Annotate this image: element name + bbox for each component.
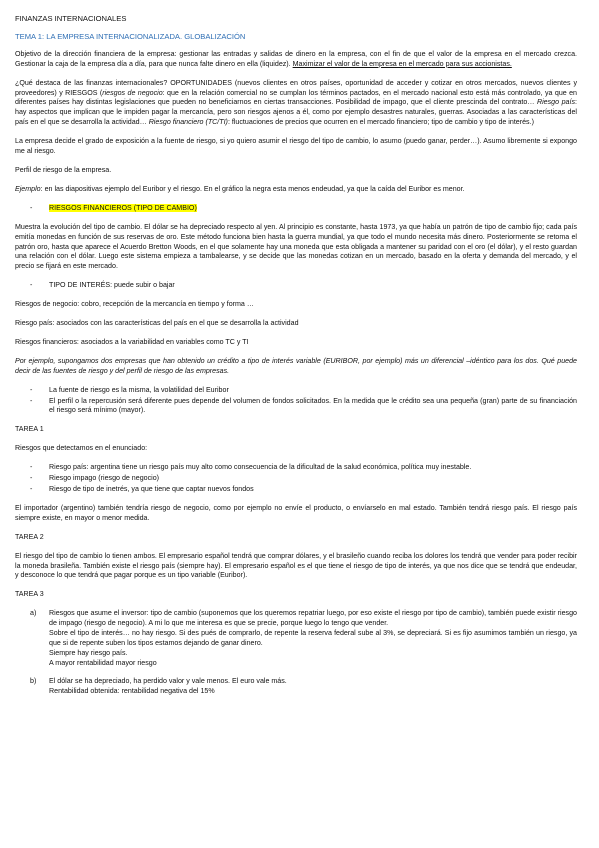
bullet-list <box>15 204 577 214</box>
paragraph-exposure: La empresa decide el grado de exposición a la fuente de riesgo, si yo quiero asumir el riesgo del tipo de cambio, lo asumo (puedo ganar, perder…). Asumo libremente si expongo me al riesgo. <box>15 137 577 156</box>
task-heading: TAREA 2 <box>15 532 44 541</box>
list-item-text: Riesgo de tipo de inetrés, ya que tiene que captar nuevos fondos <box>49 485 254 493</box>
list-item <box>15 397 577 417</box>
paragraph-task1-importer: El importador (argentino) también tendría riesgo de negocio, como por ejemplo no envíe el producto, o envíarselo en mal estado. También tendrá riesgo país. El riesgo país siempre existe, en mayor o menor medida. <box>15 503 577 522</box>
bullet-list <box>15 281 577 291</box>
list-item <box>15 386 577 396</box>
document-page <box>15 14 577 705</box>
bullet-dash: - <box>30 463 33 472</box>
bullet-dash: - <box>30 385 33 394</box>
document-title: FINANZAS INTERNACIONALES <box>15 14 127 23</box>
paragraph-task2: El riesgo del tipo de cambio lo tienen ambos. El empresario español tendrá que comprar dólares, y el brasileño cuando reciba los dolores los tendrá que vender para poder recibir la moneda brasileña. También existe el riesgo país (siempre hay). El empresario español es el que tiene el riesgo de tipo de interés, ya que nos dice que se tendrá que endeudar, y desconoce lo que tendrá que pagar porque es un tipo variable (Euribor). <box>15 551 577 580</box>
paragraph-task1-intro: Riesgos que detectamos en el enunciado: <box>15 444 148 453</box>
task-heading: TAREA 1 <box>15 425 44 434</box>
bullet-dash: - <box>30 281 33 290</box>
list-item-text: Riesgo país: argentina tiene un riesgo país muy alto como consecuencia de la dificultad de la salud económica, política muy inestable. <box>49 463 472 472</box>
highlighted-heading: RIESGOS FINANCIEROS (TIPO DE CAMBIO) <box>49 203 197 212</box>
list-item-text: Sobre el tipo de interés… no hay riesgo. Si des pués de comprarlo, de repente la reserva federal sube al 3%, se depreciará. Si es fijo asumimos también un riesgo, ya que si de repente suben los tipos estamos dejando de ganar dinero. <box>49 629 577 647</box>
paragraph-finance-risks <box>15 79 577 129</box>
paragraph-financial-risk: Riesgos financieros: asociados a la variabilidad en variables como TC y TI <box>15 337 249 346</box>
text: : fluctuaciones de precios que ocurren en el mercado financiero; tipo de cambio y tipo de interés.) <box>227 118 534 127</box>
text: ¿Qué destaca de las finanzas internacionales? OPORTUNIDADES (nuevos clientes en otros países, oportunidad de acceder y cotizar en otros mercados, nuevos clientes y proveedores) y RIESGOS ( <box>15 78 577 97</box>
list-item <box>15 609 577 668</box>
list-item <box>15 281 577 291</box>
text: : que en la relación comercial no se cumplan los términos pactados, en el mercado nacional esto está más controlado, ya que en diferentes países hay distintas legislaciones que pueden no beneficiarnos en ciertas transacciones. Posibilidad de impago, que el cliente prescinda del contrato… <box>15 88 577 107</box>
bullet-list <box>15 463 577 495</box>
bullet-dash: - <box>30 203 33 212</box>
text: : hay aspectos que implican que le impiden pagar la mercancía, pero son riesgos ajenos a él, como por ejemplo desastres naturales, guerras. Asociadas a las características del país en el que se desarrolla la actividad… <box>15 98 577 127</box>
list-item <box>15 204 577 214</box>
paragraph-example <box>15 185 577 195</box>
bullet-dash: - <box>30 396 33 405</box>
bullet-dash: - <box>30 485 33 493</box>
paragraph-example-euribor: Por ejemplo, supongamos dos empresas que han obtenido un crédito a tipo de interés variable (EURIBOR, por ejemplo) más un diferencial –idéntico para los dos. Qué puede decir de las fuentes de riesgo y del perfil de riesgo de las empresas. <box>15 356 577 375</box>
italic-text: riesgos de negocio <box>102 88 163 97</box>
list-item-text: Riesgo impago (riesgo de negocio) <box>49 474 160 483</box>
text: Objetivo de la dirección financiera de la empresa: gestionar las entradas y salidas de dinero en la empresa, con el fin de que el valor de la empresa en el mercado crezca. Gestionar la caja de la empresa día a día, para que nunca falte dinero en ella (liquidez). <box>15 49 577 68</box>
italic-text: Ejemplo <box>15 184 41 193</box>
list-marker: b) <box>30 676 37 685</box>
list-item <box>15 677 577 697</box>
bullet-list <box>15 386 577 417</box>
list-item-text: El dólar se ha depreciado, ha perdido valor y vale menos. El euro vale más. <box>49 676 287 685</box>
paragraph-country-risk: Riesgo país: asociados con las características del país en el que se desarrolla la actividad <box>15 319 299 328</box>
paragraph-exchange-history: Muestra la evolución del tipo de cambio. El dólar se ha depreciado respecto al yen. Al principio es constante, hasta 1973, ya que había un patrón de tipo de cambio fijo; cada país emitía monedas en función de sus reservas de oro. Este método funciona bien hasta la guerra mundial, ya que todo el mundo necesita más dinero. Posteriormente se retoma el patrón oro, hasta que aparece el Acuerdo Bretton Woods, en el que solamente hay una moneda que esta obligada a mantener su paridad con el oro (el dólar), y el resto guardan una relación con el dólar. Luego este sistema empieza a tambalearse, y se decide que las monedas cotizan en un mercado, basado en la oferta y demanda del mercado, y el precio se fijará en este mercado. <box>15 222 577 271</box>
italic-text: Riesgo financiero (TC/TI) <box>148 118 228 127</box>
task-heading: TAREA 3 <box>15 590 44 599</box>
italic-text: Riesgo país <box>536 98 576 107</box>
list-marker: a) <box>30 609 37 618</box>
list-item <box>15 485 577 495</box>
list-item-text: A mayor rentabilidad mayor riesgo <box>49 658 157 667</box>
list-item-text: La fuente de riesgo es la misma, la volatilidad del Euribor <box>49 385 229 394</box>
text: : en las diapositivas ejemplo del Euribor y el riesgo. En el gráfico la negra esta menos endeudad, ya que la caída del Euribor es menor. <box>40 184 465 193</box>
paragraph-objective <box>15 50 577 70</box>
paragraph-risk-profile: Perfil de riesgo de la empresa. <box>15 165 112 174</box>
section-title: TEMA 1: LA EMPRESA INTERNACIONALIZADA. GLOBALIZACIÓN <box>15 31 246 41</box>
underlined-text: Maximizar el valor de la empresa en el mercado para sus accionistas. <box>292 59 512 68</box>
paragraph-business-risk: Riesgos de negocio: cobro, recepción de la mercancía en tiempo y forma … <box>15 300 254 309</box>
list-item-text: Riesgos que asume el inversor: tipo de cambio (suponemos que los queremos repatriar luego, por eso existe el riesgo por tipo de cambio), también puede existir riesgo de impago (riesgo de negocio). A mi lo que me interesa es que se precie, porque luego lo tengo que vender. <box>49 609 577 628</box>
list-item <box>15 463 577 473</box>
list-item-text: El perfil o la repercusión será diferente pues depende del volumen de fondos solicitados. En la medida que le crédito sea una pequeña (gran) parte de su financiación el riesgo será mínimo (mayor). <box>49 396 577 415</box>
list-item-text: Rentabilidad obtenida: rentabilidad negativa del 15% <box>49 686 215 695</box>
bullet-dash: - <box>30 474 33 483</box>
list-item <box>15 474 577 484</box>
list-item-text: Siempre hay riesgo país. <box>49 648 128 657</box>
list-item-text: TIPO DE INTERÉS: puede subir o bajar <box>49 281 175 290</box>
